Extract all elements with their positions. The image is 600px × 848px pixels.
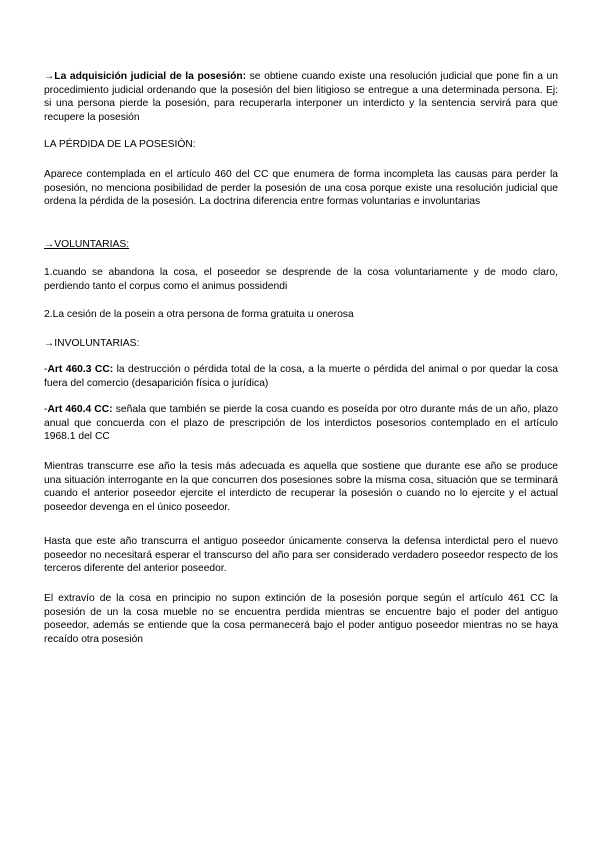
judicial-acquisition-text: se obtiene cuando existe una resolución judicial que pone fin a un procedimiento judicial ordenando que la posesión del bien litigioso se entregue a una determinada persona. Ej: si una persona pierde la posesión, para recuperarla interponer un interdicto y la sentencia servirá para que recupere la posesión bbox=[44, 71, 558, 123]
section-heading-loss-of-possession: LA PÉRDIDA DE LA POSESIÓN: bbox=[44, 139, 196, 150]
article-460-3-text: la destrucción o pérdida total de la cosa, a la muerte o pérdida del animal o por quedar la cosa fuera del comercio (desaparición física o jurídica) bbox=[44, 364, 558, 389]
subheading-involuntary: →INVOLUNTARIAS: bbox=[44, 338, 140, 349]
paragraph-year-thesis: Mientras transcurre ese año la tesis más adecuada es aquella que sostiene que durante ese año se produce una situación interrogante en la que concurren dos posesiones sobre la misma cosa, situación que se terminará cuando el anterior poseedor ejercite el interdicto de recuperar la posesión o cuando no lo ejercite y el actual poseedor devenga en el único poseedor. bbox=[44, 461, 558, 513]
subheading-voluntary: →VOLUNTARIAS: bbox=[44, 239, 130, 250]
article-460-4-text: señala que también se pierde la cosa cuando es poseída por otro durante más de un año, plazo anual que concuerda con el plazo de prescripción de los interdictos posesorios contemplado en el artículo 1968.1 del CC bbox=[44, 404, 558, 443]
paragraph-judicial-acquisition bbox=[44, 70, 558, 124]
paragraph-former-possessor: Hasta que este año transcurra el antiguo poseedor únicamente conserva la defensa interdictal pero el nuevo poseedor no necesitará esperar el transcurso del año para ser considerado verdadero poseedor respecto de los terceros diferente del anterior poseedor. bbox=[44, 536, 558, 575]
article-460-4-label: Art 460.4 CC: bbox=[47, 404, 113, 415]
paragraph-article-460-4 bbox=[44, 403, 558, 444]
dash-prefix: - bbox=[44, 364, 48, 375]
paragraph-cession: 2.La cesión de la posein a otra persona de forma gratuita u onerosa bbox=[44, 309, 354, 320]
article-460-3-label: Art 460.3 CC: bbox=[47, 364, 114, 375]
paragraph-abandonment: 1.cuando se abandona la cosa, el poseedor se desprende de la cosa voluntariamente y de modo claro, perdiendo tanto el corpus como el animus possidendi bbox=[44, 267, 558, 292]
paragraph-article-460-3 bbox=[44, 363, 558, 390]
dash-prefix: - bbox=[44, 404, 48, 415]
paragraph-article-460: Aparece contemplada en el artículo 460 del CC que enumera de forma incompleta las causas para perder la posesión, no menciona posibilidad de perder la posesión de una cosa porque existe una resolución judicial que ordena la pérdida de la posesión. La doctrina diferencia entre formas voluntarias e involuntarias bbox=[44, 169, 558, 208]
judicial-acquisition-heading: →La adquisición judicial de la posesión: bbox=[44, 71, 247, 82]
paragraph-lost-thing: El extravío de la cosa en principio no supon extinción de la posesión porque según el artículo 461 CC la posesión de un la cosa mueble no se encuentra perdida mientras se encuentre bajo el poder del antiguo poseedor, además se entiende que la cosa permanecerá bajo el poder antiguo poseedor mientras no se haya recaído otra posesión bbox=[44, 593, 558, 645]
